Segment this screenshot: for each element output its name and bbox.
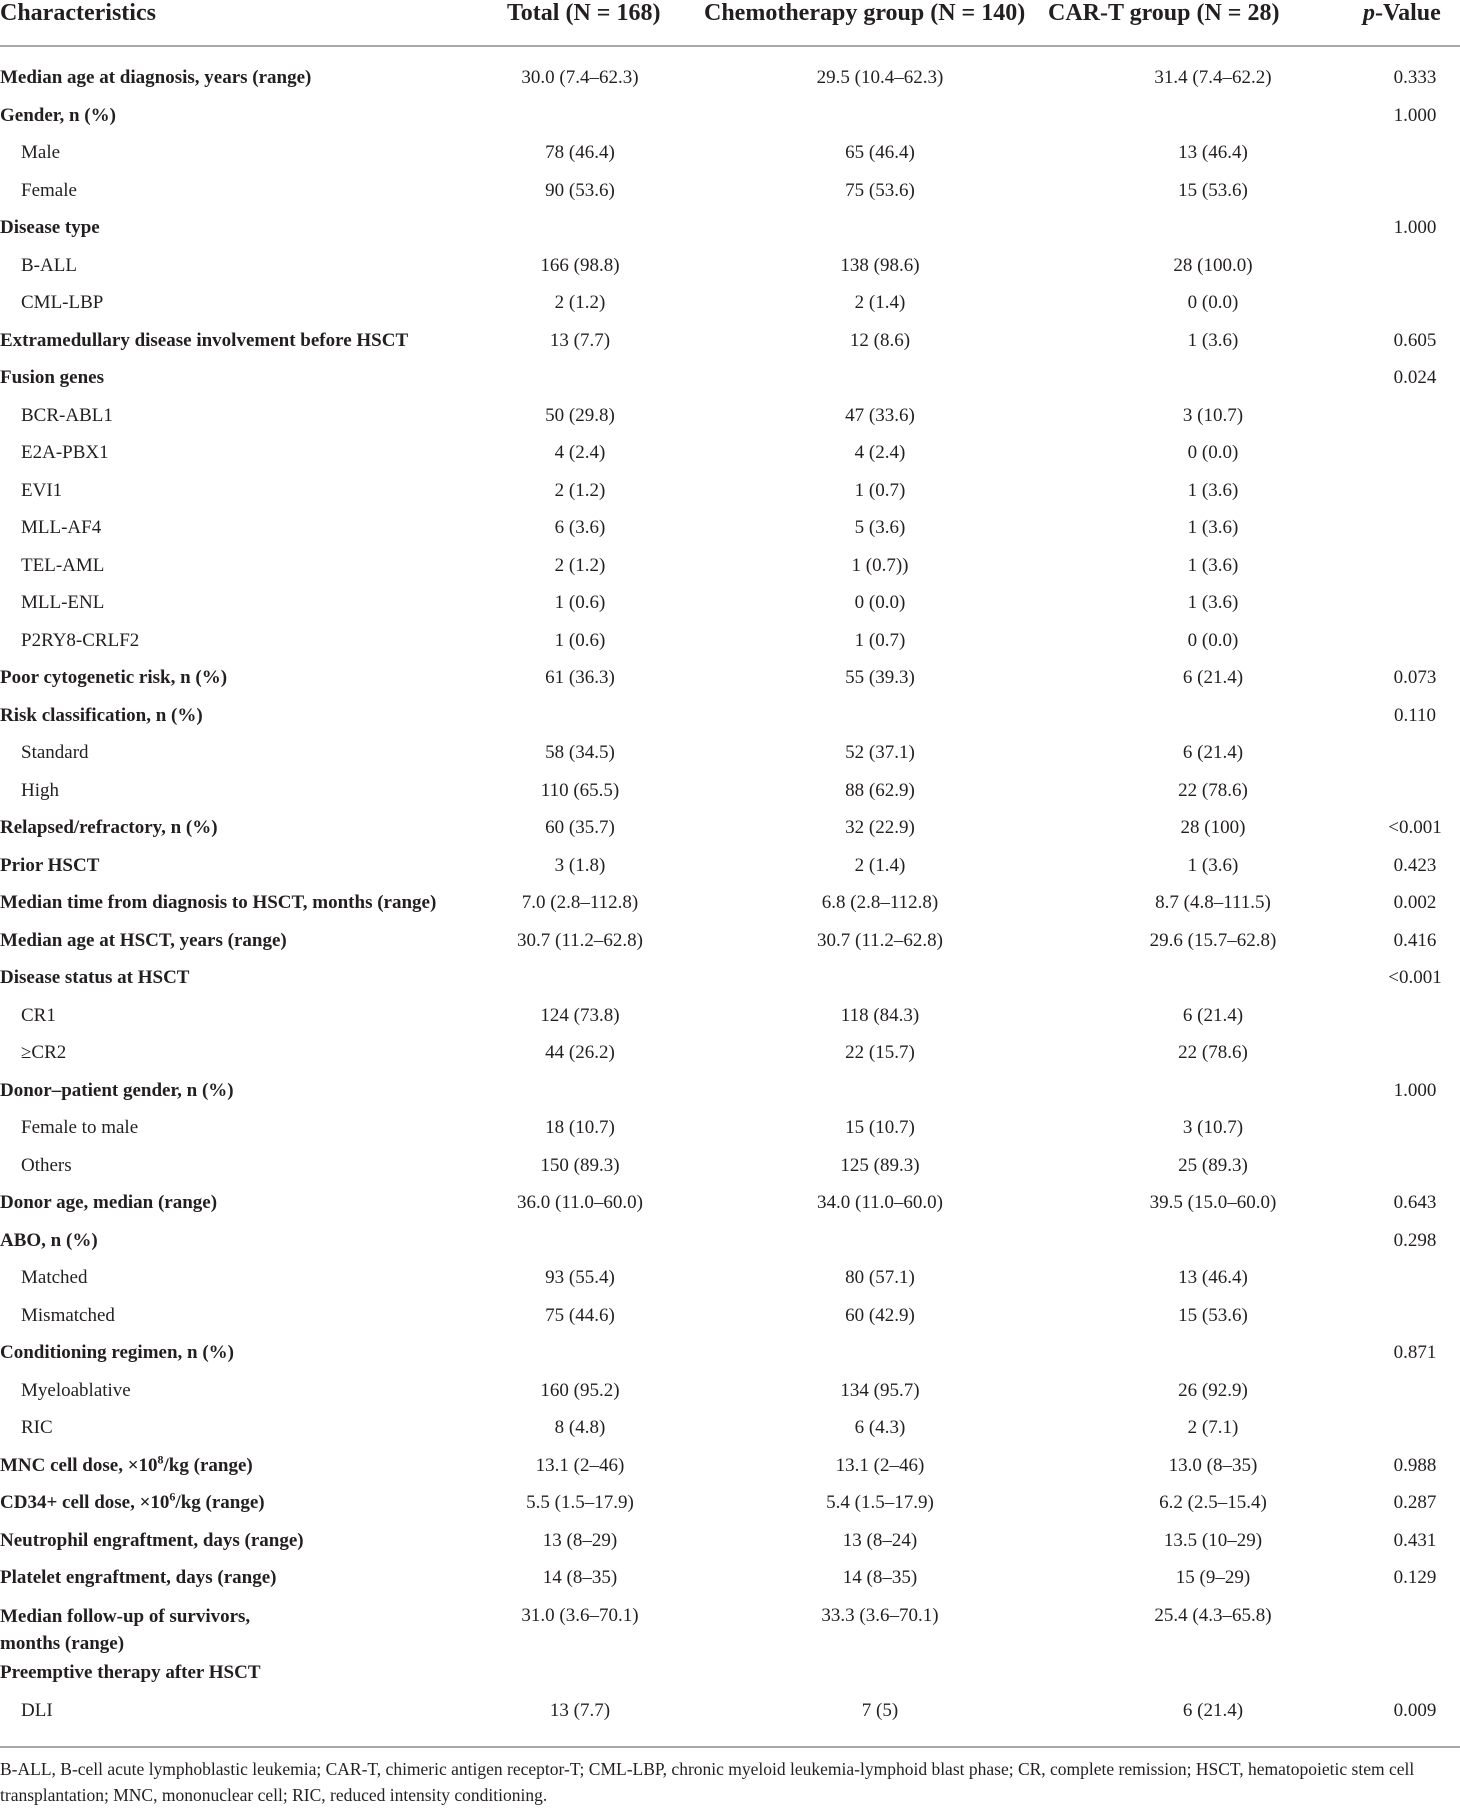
cell-chemotherapy: 52 (37.1): [845, 742, 915, 763]
cell-car-t: 22 (78.6): [1178, 1042, 1248, 1063]
cell-total: 4 (2.4): [554, 442, 606, 463]
row-label-text: Standard: [21, 742, 89, 763]
row-label-text: Female: [21, 179, 77, 201]
cell-car-t: 1 (3.6): [1187, 479, 1239, 501]
table-row: [0, 180, 1460, 217]
cell-chemotherapy: 88 (62.9): [845, 779, 915, 801]
table-row: [0, 217, 1460, 254]
row-label-text: Preemptive therapy after HSCT: [0, 1662, 261, 1683]
cell-car-t: 13 (46.4): [1178, 1267, 1248, 1288]
row-label: [0, 1489, 265, 1514]
cell-total: 1 (0.6): [554, 592, 606, 613]
row-label: [21, 1380, 131, 1402]
cell-p-value: 1.000: [1393, 1079, 1437, 1101]
row-label-text: Disease status at HSCT: [0, 967, 190, 988]
table-row: [0, 630, 1460, 667]
table-row: [0, 892, 1460, 929]
cell-chemotherapy: 6.8 (2.8–112.8): [821, 892, 939, 913]
cell-chemotherapy: 22 (15.7): [845, 1042, 915, 1063]
cell-p-value: 0.002: [1393, 892, 1437, 913]
cell-p-value: 0.009: [1393, 1699, 1437, 1721]
cell-p-value: 0.605: [1393, 329, 1437, 351]
cell-car-t: 6 (21.4): [1182, 1699, 1244, 1721]
row-label-text: E2A-PBX1: [21, 442, 109, 463]
row-label-text: DLI: [21, 1699, 53, 1721]
cell-p-value: 0.110: [1393, 704, 1437, 726]
cell-total: 50 (29.8): [545, 404, 615, 426]
cell-chemotherapy: 1 (0.7): [854, 479, 906, 501]
table-row: [0, 67, 1460, 104]
cell-p-value: 0.298: [1393, 1229, 1437, 1251]
row-label: [0, 367, 104, 389]
cell-p-value: 0.643: [1393, 1192, 1437, 1213]
cell-chemotherapy: 33.3 (3.6–70.1): [821, 1604, 939, 1626]
table-row: [0, 855, 1460, 892]
table-row: [0, 1342, 1460, 1379]
row-label-text: Others: [21, 1154, 72, 1176]
row-label: [21, 405, 113, 427]
header-characteristics: Characteristics: [0, 0, 156, 26]
row-label-text: Donor age, median (range): [0, 1192, 218, 1213]
cell-chemotherapy: 4 (2.4): [854, 442, 906, 463]
cell-total: 78 (46.4): [545, 142, 615, 163]
cell-total: 160 (95.2): [540, 1379, 620, 1401]
table-row: [0, 1604, 1460, 1654]
row-label-text: Platelet engraftment, days (range): [0, 1567, 277, 1588]
cell-chemotherapy: 34.0 (11.0–60.0): [817, 1192, 943, 1213]
cell-chemotherapy: 75 (53.6): [845, 179, 915, 201]
row-label: [0, 705, 203, 727]
row-label: [21, 142, 60, 164]
bottom-rule: [0, 1746, 1460, 1748]
cell-p-value: 1.000: [1393, 104, 1437, 126]
row-label: [21, 555, 104, 577]
cell-chemotherapy: 65 (46.4): [845, 142, 915, 163]
cell-car-t: 31.4 (7.4–62.2): [1154, 67, 1272, 88]
cell-chemotherapy: 125 (89.3): [840, 1154, 920, 1176]
row-label-text: Risk classification, n (%): [0, 704, 203, 726]
cell-total: 13 (7.7): [549, 1699, 611, 1721]
row-label: [0, 330, 408, 352]
row-label-text: Male: [21, 142, 61, 163]
cell-total: 30.7 (11.2–62.8): [517, 929, 643, 951]
row-label: [0, 855, 99, 877]
cell-total: 60 (35.7): [545, 817, 615, 838]
cell-total: 61 (36.3): [545, 667, 615, 688]
row-label: [0, 667, 227, 689]
row-label-text: CML-LBP: [21, 292, 104, 313]
cell-car-t: 0 (0.0): [1187, 629, 1239, 651]
table-row: [0, 555, 1460, 592]
row-label: [0, 817, 218, 839]
cell-chemotherapy: 12 (8.6): [849, 329, 911, 351]
cell-car-t: 25.4 (4.3–65.8): [1154, 1604, 1272, 1626]
row-label-suffix: /kg (range): [163, 1454, 253, 1476]
cell-p-value: 1.000: [1393, 217, 1437, 238]
table-row: [0, 442, 1460, 479]
cell-total: 13 (8–29): [542, 1529, 618, 1551]
row-label-text: Neutrophil engraftment, days (range): [0, 1529, 304, 1551]
header-p-italic: p: [1363, 0, 1375, 26]
cell-chemotherapy: 80 (57.1): [845, 1267, 915, 1288]
row-label: [0, 1230, 98, 1252]
row-label-text: Poor cytogenetic risk, n (%): [0, 667, 228, 688]
table-row: [0, 1662, 1460, 1699]
cell-p-value: 0.073: [1393, 667, 1437, 688]
row-label: [21, 442, 109, 464]
cell-total: 150 (89.3): [540, 1154, 620, 1176]
row-label: [21, 480, 62, 502]
row-label-text: High: [21, 779, 59, 801]
table-row: [0, 1155, 1460, 1192]
row-label-text: Mismatched: [21, 1304, 115, 1326]
header-chemotherapy-group: Chemotherapy group (N = 140): [704, 0, 1026, 26]
cell-total: 30.0 (7.4–62.3): [521, 67, 639, 88]
cell-total: 58 (34.5): [545, 742, 615, 763]
cell-car-t: 6 (21.4): [1182, 742, 1244, 763]
cell-total: 166 (98.8): [540, 254, 620, 276]
cell-total: 44 (26.2): [545, 1042, 615, 1063]
row-label: [21, 1042, 66, 1064]
cell-car-t: 0 (0.0): [1187, 442, 1239, 463]
cell-total: 14 (8–35): [542, 1567, 618, 1588]
cell-car-t: 15 (9–29): [1175, 1567, 1251, 1588]
cell-total: 75 (44.6): [545, 1304, 615, 1326]
row-label: [21, 1155, 72, 1177]
row-label-text: P2RY8-CRLF2: [21, 629, 140, 651]
cell-car-t: 13.5 (10–29): [1163, 1529, 1263, 1551]
cell-total: 90 (53.6): [545, 179, 615, 201]
table-row: [0, 1380, 1460, 1417]
table-row: [0, 142, 1460, 179]
cell-chemotherapy: 0 (0.0): [854, 592, 906, 613]
row-label: [0, 1192, 217, 1214]
cell-p-value: <0.001: [1388, 967, 1442, 988]
header-p-rest: -Value: [1375, 0, 1441, 26]
cell-car-t: 39.5 (15.0–60.0): [1149, 1192, 1277, 1213]
row-label-text: Median follow-up of survivors,: [0, 1605, 251, 1627]
cell-chemotherapy: 15 (10.7): [845, 1117, 915, 1138]
cell-car-t: 13.0 (8–35): [1168, 1454, 1258, 1476]
cell-total: 124 (73.8): [540, 1004, 620, 1026]
row-label-text: MNC cell dose, ×10: [0, 1454, 158, 1476]
row-label-line2: months (range): [0, 1632, 125, 1654]
cell-chemotherapy: 2 (1.4): [854, 292, 906, 313]
table-row: [0, 480, 1460, 517]
row-label-text: BCR-ABL1: [21, 404, 113, 426]
cell-car-t: 1 (3.6): [1187, 329, 1239, 351]
table-row: [0, 1530, 1460, 1567]
cell-total: 5.5 (1.5–17.9): [526, 1492, 634, 1513]
cell-chemotherapy: 6 (4.3): [854, 1417, 906, 1438]
cell-chemotherapy: 60 (42.9): [845, 1304, 915, 1326]
cell-total: 2 (1.2): [554, 554, 606, 576]
row-label-text: Myeloablative: [21, 1379, 131, 1401]
cell-chemotherapy: 13 (8–24): [842, 1529, 918, 1551]
cell-car-t: 6.2 (2.5–15.4): [1159, 1492, 1267, 1513]
table-row: [0, 1117, 1460, 1154]
row-label-text: Fusion genes: [0, 367, 104, 388]
cell-total: 2 (1.2): [554, 479, 606, 501]
row-label: [0, 930, 287, 952]
row-label: [0, 105, 116, 127]
table-row: [0, 705, 1460, 742]
row-label-text: Donor–patient gender, n (%): [0, 1079, 234, 1101]
table-row: [0, 667, 1460, 704]
cell-p-value: <0.001: [1388, 817, 1442, 838]
row-label-text: CD34+ cell dose, ×10: [0, 1492, 170, 1513]
row-label-text: MLL-AF4: [21, 517, 102, 538]
cell-p-value: 0.871: [1393, 1342, 1437, 1363]
row-label: [0, 1662, 261, 1684]
cell-total: 13.1 (2–46): [535, 1454, 625, 1476]
row-label-text: Extramedullary disease involvement before HSCT: [0, 329, 409, 351]
row-label-text: EVI1: [21, 479, 63, 501]
table-row: [0, 330, 1460, 367]
row-label: [21, 1117, 138, 1139]
cell-car-t: 2 (7.1): [1187, 1417, 1239, 1438]
cell-car-t: 25 (89.3): [1178, 1154, 1248, 1176]
cell-total: 18 (10.7): [545, 1117, 615, 1138]
cell-car-t: 6 (21.4): [1182, 1004, 1244, 1026]
cell-chemotherapy: 138 (98.6): [840, 254, 920, 276]
header-car-t-group: CAR-T group (N = 28): [1048, 0, 1280, 26]
row-label-suffix: /kg (range): [175, 1492, 265, 1513]
row-label-text: RIC: [21, 1417, 53, 1438]
cell-total: 36.0 (11.0–60.0): [517, 1192, 643, 1213]
row-label-superscript: 8: [157, 1452, 164, 1467]
cell-chemotherapy: 1 (0.7)): [851, 554, 909, 576]
cell-car-t: 22 (78.6): [1178, 779, 1248, 801]
table-row: [0, 1489, 1460, 1529]
row-label: [21, 292, 103, 314]
row-label-text: ABO, n (%): [0, 1229, 98, 1251]
header-p-value: [1363, 0, 1441, 26]
table-footnote: B-ALL, B-cell acute lymphoblastic leukemia; CAR-T, chimeric antigen receptor-T; CML-LBP, chronic myeloid leukemia-lymphoid blast phase; CR, complete remission; HSCT, hematopoietic stem cell transplantation; MNC, mononuclear cell; RIC, reduced intensity conditioning.: [0, 1759, 1415, 1805]
cell-car-t: 8.7 (4.8–111.5): [1155, 892, 1271, 913]
cell-chemotherapy: 2 (1.4): [854, 854, 906, 876]
cell-car-t: 29.6 (15.7–62.8): [1149, 929, 1277, 951]
row-label: [21, 780, 59, 802]
cell-car-t: 1 (3.6): [1187, 554, 1239, 576]
cell-car-t: 3 (10.7): [1182, 404, 1244, 426]
cell-chemotherapy: 30.7 (11.2–62.8): [817, 929, 943, 951]
cell-total: 1 (0.6): [554, 629, 606, 651]
row-label: [21, 1267, 87, 1289]
cell-chemotherapy: 5.4 (1.5–17.9): [826, 1492, 934, 1513]
cell-p-value: 0.333: [1393, 67, 1437, 88]
row-label-text: Disease type: [0, 217, 100, 238]
cell-p-value: 0.024: [1393, 367, 1437, 388]
row-label: [21, 180, 77, 202]
row-label: [0, 892, 436, 914]
row-label: [21, 1700, 53, 1722]
cell-total: 6 (3.6): [554, 517, 606, 538]
cell-chemotherapy: 7 (5): [861, 1699, 899, 1721]
row-label: [21, 592, 104, 614]
cell-p-value: 0.423: [1393, 854, 1437, 876]
cell-total: 31.0 (3.6–70.1): [521, 1604, 639, 1626]
row-label: [0, 967, 189, 989]
table-row: [0, 255, 1460, 292]
table-row: [0, 1567, 1460, 1604]
table-row: [0, 817, 1460, 854]
cell-p-value: 0.431: [1393, 1529, 1437, 1551]
row-label: [21, 1005, 56, 1027]
cell-car-t: 6 (21.4): [1182, 667, 1244, 688]
table-row: [0, 1192, 1460, 1229]
table-row: [0, 517, 1460, 554]
row-label-superscript: 6: [169, 1489, 176, 1504]
table-row: [0, 1042, 1460, 1079]
row-label: [21, 630, 139, 652]
cell-chemotherapy: 13.1 (2–46): [835, 1454, 925, 1476]
cell-car-t: 3 (10.7): [1182, 1117, 1244, 1138]
table-row: [0, 742, 1460, 779]
row-label-text: Prior HSCT: [0, 854, 100, 876]
table-row: [0, 1417, 1460, 1454]
cell-car-t: 15 (53.6): [1178, 179, 1248, 201]
row-label-text: B-ALL: [21, 254, 77, 276]
row-label-text: Median age at diagnosis, years (range): [0, 67, 312, 88]
table-row: [0, 1080, 1460, 1117]
cell-car-t: 1 (3.6): [1187, 854, 1239, 876]
row-label-text: Median time from diagnosis to HSCT, months (range): [0, 892, 437, 913]
row-label: [0, 1452, 253, 1477]
row-label-text: Median age at HSCT, years (range): [0, 929, 287, 951]
row-label: [21, 742, 89, 764]
cell-car-t: 28 (100.0): [1173, 254, 1253, 276]
table-row: [0, 1005, 1460, 1042]
cell-chemotherapy: 1 (0.7): [854, 629, 906, 651]
table-row: [0, 405, 1460, 442]
cell-total: 7.0 (2.8–112.8): [521, 892, 639, 913]
row-label-text: Conditioning regimen, n (%): [0, 1342, 235, 1363]
row-label: [21, 1417, 53, 1439]
table-row: [0, 780, 1460, 817]
cell-total: 13 (7.7): [549, 329, 611, 351]
cell-chemotherapy: 55 (39.3): [845, 667, 915, 688]
cell-total: 93 (55.4): [545, 1267, 615, 1288]
row-label: [0, 1603, 250, 1657]
table-row: [0, 1305, 1460, 1342]
header-rule: [0, 45, 1460, 47]
cell-car-t: 13 (46.4): [1178, 142, 1248, 163]
table-row: [0, 1452, 1460, 1492]
table-row: [0, 292, 1460, 329]
row-label: [0, 1342, 234, 1364]
cell-total: 2 (1.2): [554, 292, 606, 313]
table-row: [0, 592, 1460, 629]
cell-p-value: 0.416: [1393, 929, 1437, 951]
table-row: [0, 1700, 1460, 1737]
table-row: [0, 1230, 1460, 1267]
row-label-text: CR1: [21, 1004, 56, 1026]
cell-chemotherapy: 47 (33.6): [845, 404, 915, 426]
row-label: [0, 217, 100, 239]
row-label: [21, 517, 101, 539]
table-row: [0, 367, 1460, 404]
row-label: [21, 1305, 115, 1327]
table-row: [0, 105, 1460, 142]
cell-p-value: 0.287: [1393, 1492, 1437, 1513]
cell-p-value: 0.129: [1393, 1567, 1437, 1588]
cell-p-value: 0.988: [1393, 1454, 1437, 1476]
row-label: [0, 1080, 234, 1102]
row-label-text: Relapsed/refractory, n (%): [0, 817, 218, 838]
cell-chemotherapy: 118 (84.3): [840, 1004, 920, 1026]
row-label-text: ≥CR2: [21, 1042, 67, 1063]
row-label-text: MLL-ENL: [21, 592, 105, 613]
cell-total: 3 (1.8): [554, 854, 606, 876]
cell-chemotherapy: 134 (95.7): [840, 1379, 920, 1401]
table-row: [0, 930, 1460, 967]
row-label: [21, 255, 77, 277]
row-label-text: Gender, n (%): [0, 104, 116, 126]
cell-chemotherapy: 32 (22.9): [845, 817, 915, 838]
cell-car-t: 1 (3.6): [1187, 517, 1239, 538]
header-total: Total (N = 168): [507, 0, 661, 26]
cell-chemotherapy: 5 (3.6): [854, 517, 906, 538]
cell-total: 8 (4.8): [554, 1417, 606, 1438]
row-label: [0, 1530, 304, 1552]
cell-car-t: 15 (53.6): [1178, 1304, 1248, 1326]
row-label-text: Matched: [21, 1267, 88, 1288]
row-label: [0, 67, 311, 89]
cell-chemotherapy: 29.5 (10.4–62.3): [816, 67, 944, 88]
row-label: [0, 1567, 276, 1589]
table-row: [0, 967, 1460, 1004]
table-row: [0, 1267, 1460, 1304]
cell-chemotherapy: 14 (8–35): [842, 1567, 918, 1588]
cell-total: 110 (65.5): [540, 779, 620, 801]
cell-car-t: 26 (92.9): [1178, 1379, 1248, 1401]
row-label-text: TEL-AML: [21, 554, 105, 576]
cell-car-t: 1 (3.6): [1187, 592, 1239, 613]
row-label-text: Female to male: [21, 1117, 139, 1138]
cell-car-t: 28 (100): [1180, 817, 1246, 838]
cell-car-t: 0 (0.0): [1187, 292, 1239, 313]
